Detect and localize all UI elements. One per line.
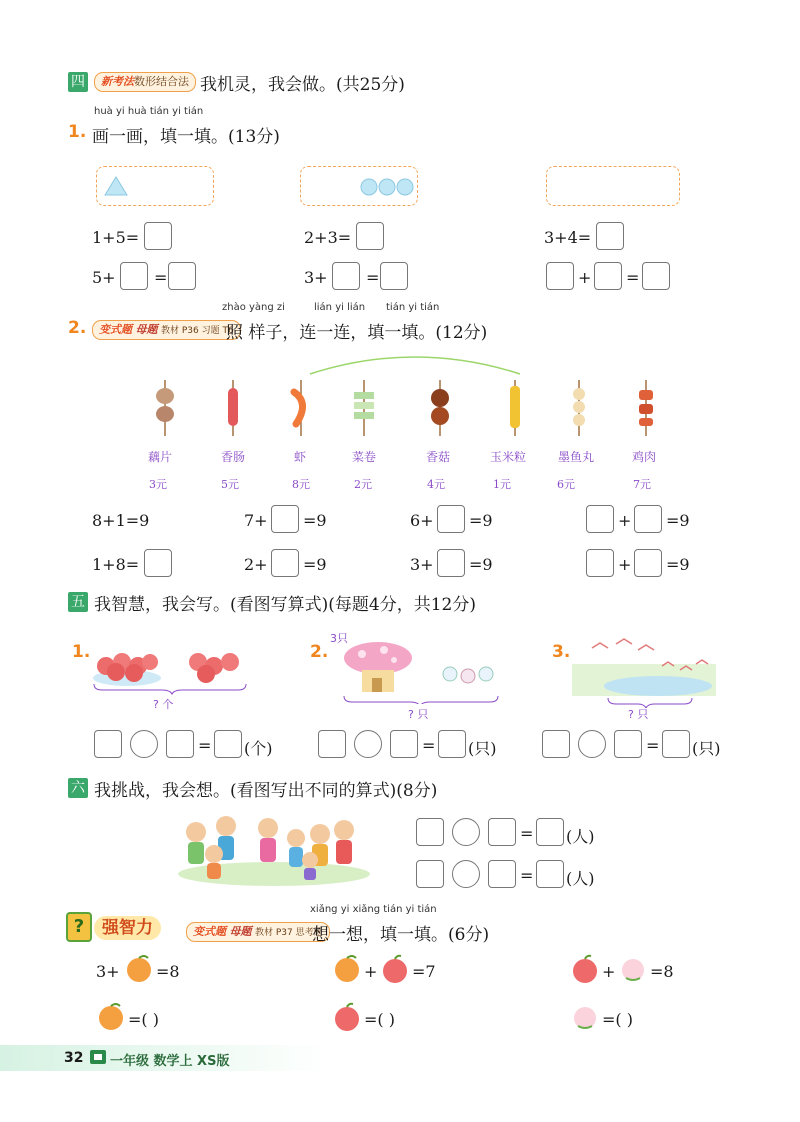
equation: =	[366, 268, 380, 287]
variant-tag	[186, 922, 330, 942]
answer-box[interactable]	[437, 505, 465, 533]
equation: 8+1=9	[92, 511, 150, 530]
section-title: 我智慧，我会写。(看图写算式)(每题4分，共12分)	[94, 595, 476, 615]
item-price: 1元	[493, 478, 511, 491]
answer-box[interactable]	[614, 730, 642, 758]
unit: (个)	[244, 739, 273, 758]
operator-circle[interactable]	[578, 730, 606, 758]
equals-sign: =	[520, 824, 534, 843]
equation: 6+	[410, 511, 434, 530]
question-number: 1.	[68, 122, 87, 142]
pinyin: lián yi lián	[314, 302, 366, 313]
operator-circle[interactable]	[354, 730, 382, 758]
equation: 1+8=	[92, 555, 140, 574]
item-name: 鸡肉	[631, 450, 656, 464]
item-price: 7元	[633, 478, 651, 491]
unit: (人)	[566, 827, 595, 846]
item-name: 香肠	[220, 450, 245, 464]
equation: 3+	[410, 555, 434, 574]
section-badge: 四	[68, 72, 88, 92]
answer-box[interactable]	[144, 549, 172, 577]
question-label: ? 只	[408, 708, 429, 721]
triangle-icon	[103, 175, 129, 197]
tag-mid: 母题	[135, 323, 158, 336]
equation: +	[364, 962, 378, 981]
unit: (只)	[468, 739, 497, 758]
apple-icon	[332, 1002, 362, 1032]
answer-box[interactable]	[271, 549, 299, 577]
answer-box[interactable]	[94, 730, 122, 758]
section-title: 我机灵，我会做。(共25分)	[200, 75, 405, 95]
item-price: 3元	[149, 478, 167, 491]
item-price: 8元	[292, 478, 310, 491]
tag-sub: 教材 P37 思考题	[255, 928, 323, 938]
answer-box[interactable]	[332, 262, 360, 290]
answer-box[interactable]	[586, 549, 614, 577]
section-title: 我挑战，我会想。(看图写出不同的算式)(8分)	[94, 781, 438, 801]
equals-sign: =	[520, 866, 534, 885]
item-price: 2元	[354, 478, 372, 491]
mushroom-house-picture	[340, 638, 510, 704]
equation: =	[626, 268, 640, 287]
answer-box[interactable]	[380, 262, 408, 290]
item-name: 虾	[293, 450, 306, 464]
drawing-area[interactable]	[546, 166, 680, 206]
question-label: ? 个	[153, 698, 174, 711]
item-name: 菜卷	[351, 450, 376, 464]
answer-box[interactable]	[120, 262, 148, 290]
operator-circle[interactable]	[452, 818, 480, 846]
answer-box[interactable]	[166, 730, 194, 758]
equation: =9	[666, 511, 690, 530]
answer-box[interactable]	[634, 505, 662, 533]
question-mark-icon: ?	[66, 912, 92, 942]
apple-icon	[570, 954, 600, 984]
equation: +	[618, 511, 632, 530]
equals-sign: =	[198, 736, 212, 755]
peach-icon	[570, 1002, 600, 1032]
drawing-area[interactable]	[300, 166, 418, 206]
answer-box[interactable]	[536, 818, 564, 846]
brand-icon	[88, 1046, 108, 1068]
birds-pond-picture	[572, 634, 718, 708]
equals-sign: =	[646, 736, 660, 755]
item-name: 香菇	[425, 450, 450, 464]
pinyin: zhào yàng zi	[222, 302, 285, 313]
tag-mid: 母题	[229, 925, 252, 938]
tag-sub: 数形结合法	[134, 75, 189, 88]
footer-brand: 一年级 数学上 XS版	[110, 1054, 230, 1069]
apples-picture	[92, 640, 252, 696]
item-price: 6元	[557, 478, 575, 491]
answer-box[interactable]	[168, 262, 196, 290]
item-name: 玉米粒	[489, 450, 526, 464]
question-title: 想一想，填一填。(6分)	[312, 925, 490, 945]
equation: 3+	[304, 268, 328, 287]
section-badge: 六	[68, 778, 88, 798]
orange-icon	[332, 954, 362, 984]
answer-box[interactable]	[318, 730, 346, 758]
pinyin: tián yi tián	[386, 302, 440, 313]
item-name: 藕片	[147, 450, 172, 464]
section-badge: 五	[68, 592, 88, 612]
equation: 3+	[96, 962, 120, 981]
answer-box[interactable]	[271, 505, 299, 533]
equation: =	[154, 268, 168, 287]
equation: =9	[666, 555, 690, 574]
unit: (人)	[566, 869, 595, 888]
tag-hot: 变式题	[193, 925, 226, 938]
item-price: 4元	[427, 478, 445, 491]
question-title: 画一画，填一填。(13分)	[92, 127, 280, 147]
answer-box[interactable]	[437, 549, 465, 577]
result-field[interactable]: =( )	[128, 1010, 159, 1029]
equation: 3+4=	[544, 228, 592, 247]
equation: 2+3=	[304, 228, 352, 247]
equation: =9	[469, 555, 493, 574]
answer-box[interactable]	[546, 262, 574, 290]
pinyin: huà yi huà tián yi tián	[94, 106, 204, 117]
equation: =8	[650, 962, 674, 981]
answer-box[interactable]	[642, 262, 670, 290]
equation: =8	[156, 962, 180, 981]
question-label: ? 只	[628, 708, 649, 721]
answer-box[interactable]	[214, 730, 242, 758]
equation: 5+	[92, 268, 116, 287]
item-price: 5元	[221, 478, 239, 491]
answer-box[interactable]	[542, 730, 570, 758]
answer-box[interactable]	[586, 505, 614, 533]
drawing-area[interactable]	[96, 166, 214, 206]
answer-box[interactable]	[438, 730, 466, 758]
orange-icon	[96, 1002, 126, 1032]
children-picture	[174, 808, 374, 888]
answer-box[interactable]	[356, 222, 384, 250]
orange-icon	[124, 954, 154, 984]
question-title: 照 样子，连一连，填一填。(12分)	[226, 323, 488, 343]
unit: (只)	[692, 739, 721, 758]
equation: =9	[303, 555, 327, 574]
equation: +	[602, 962, 616, 981]
peach-icon	[618, 954, 648, 984]
tag-sub: 教材 P36 习题 T6	[161, 326, 234, 336]
variant-tag	[92, 320, 241, 340]
answer-box[interactable]	[488, 860, 516, 888]
answer-box[interactable]	[594, 262, 622, 290]
bonus-logo: 强智力	[94, 916, 161, 940]
page-number: 32	[64, 1050, 84, 1066]
answer-box[interactable]	[634, 549, 662, 577]
equation: =9	[303, 511, 327, 530]
result-field[interactable]: =( )	[602, 1010, 633, 1029]
method-tag	[94, 72, 196, 92]
operator-circle[interactable]	[452, 860, 480, 888]
skewer-pictures	[130, 378, 690, 438]
equation: =9	[469, 511, 493, 530]
answer-box[interactable]	[662, 730, 690, 758]
equation: 1+5=	[92, 228, 140, 247]
answer-box[interactable]	[390, 730, 418, 758]
equation: +	[618, 555, 632, 574]
answer-box[interactable]	[144, 222, 172, 250]
problem-number: 1.	[72, 642, 91, 662]
tag-hot: 新考法	[101, 75, 134, 88]
answer-box[interactable]	[416, 818, 444, 846]
equation: +	[578, 268, 592, 287]
question-number: 2.	[68, 318, 87, 338]
item-name: 墨鱼丸	[557, 450, 594, 464]
operator-circle[interactable]	[130, 730, 158, 758]
answer-box[interactable]	[488, 818, 516, 846]
equals-sign: =	[422, 736, 436, 755]
count-label: 3只	[330, 632, 348, 645]
apple-icon	[380, 954, 410, 984]
answer-box[interactable]	[416, 860, 444, 888]
equation: =7	[412, 962, 436, 981]
pinyin: xiǎng yi xiǎng tián yi tián	[310, 904, 437, 915]
result-field[interactable]: =( )	[364, 1010, 395, 1029]
problem-number: 2.	[310, 642, 329, 662]
equation: 7+	[244, 511, 268, 530]
equation: 2+	[244, 555, 268, 574]
answer-box[interactable]	[596, 222, 624, 250]
problem-number: 3.	[552, 642, 571, 662]
answer-box[interactable]	[536, 860, 564, 888]
circles-icon	[359, 176, 419, 198]
tag-hot: 变式题	[99, 323, 132, 336]
